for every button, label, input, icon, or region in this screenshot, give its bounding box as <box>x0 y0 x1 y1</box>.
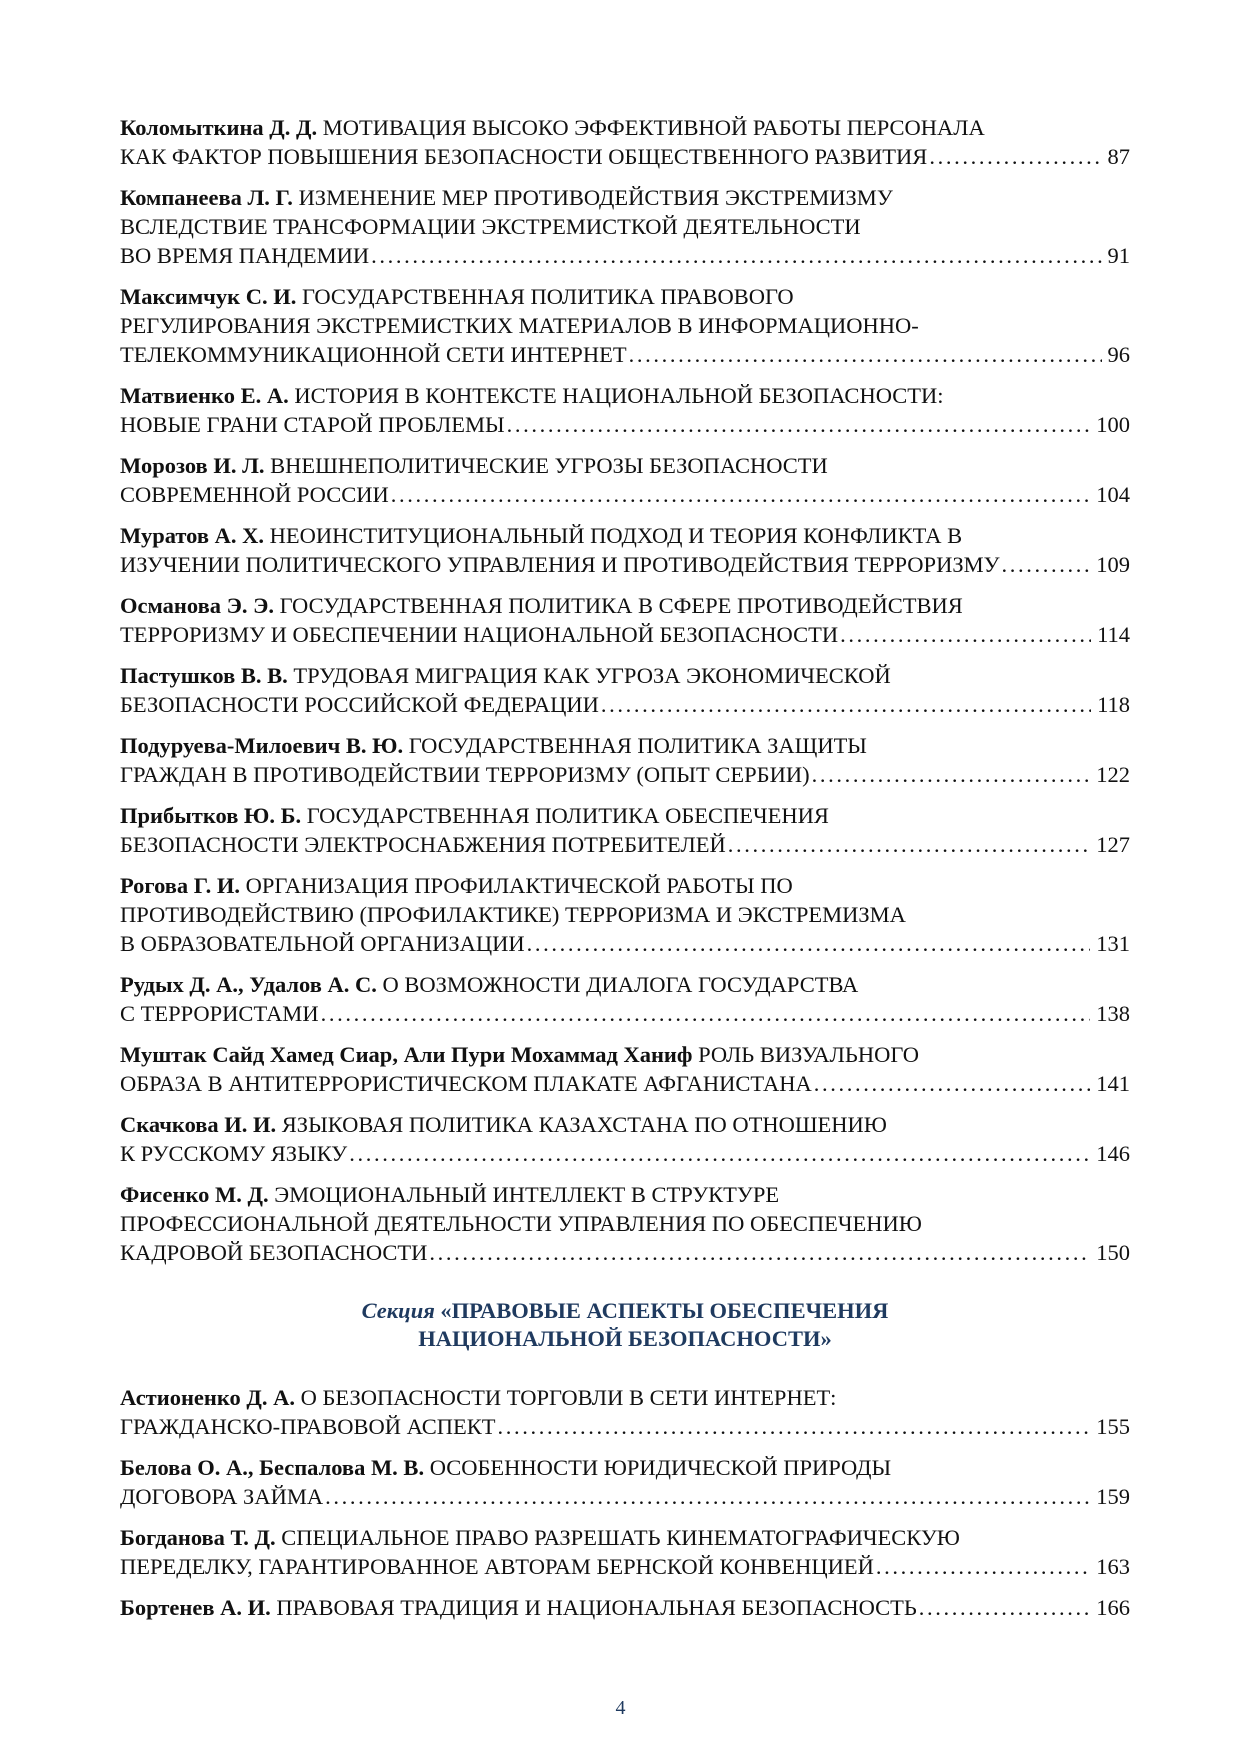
toc-entry-line <box>120 871 1130 900</box>
toc-entry-page: 131 <box>1096 931 1130 956</box>
toc-entry-last-line <box>120 1069 1130 1098</box>
toc-entry-page: 118 <box>1097 692 1130 717</box>
toc-entry-line <box>120 183 1130 212</box>
toc-entry-authors: Матвиенко Е. А. <box>120 383 289 408</box>
toc-entry-title: ГОСУДАРСТВЕННАЯ ПОЛИТИКА ОБЕСПЕЧЕНИЯ <box>306 803 829 828</box>
toc-entry-page: 127 <box>1096 832 1130 857</box>
dot-leader <box>812 760 1091 789</box>
dot-leader <box>919 1593 1090 1622</box>
toc-entry-line <box>120 1383 1130 1412</box>
toc-entry-authors: Пастушков В. В. <box>120 663 288 688</box>
toc-entry-last-line <box>120 620 1130 649</box>
toc-entry-title: ПРАВОВАЯ ТРАДИЦИЯ И НАЦИОНАЛЬНАЯ БЕЗОПАСНОСТЬ <box>276 1595 917 1620</box>
toc-entry-authors: Компанеева Л. Г. <box>120 185 293 210</box>
toc-entry-last-line <box>120 1593 1130 1622</box>
toc-entry-page: 114 <box>1097 622 1130 647</box>
toc-entry-title: ГРАЖДАНСКО-ПРАВОВОЙ АСПЕКТ <box>120 1414 496 1439</box>
toc-entry-line <box>120 1180 1130 1209</box>
toc-entry-title: ВНЕШНЕПОЛИТИЧЕСКИЕ УГРОЗЫ БЕЗОПАСНОСТИ <box>270 453 828 478</box>
toc-entry <box>120 1383 1130 1441</box>
toc-entry-title: ОБРАЗА В АНТИТЕРРОРИСТИЧЕСКОМ ПЛАКАТЕ АФГАНИСТАНА <box>120 1071 812 1096</box>
toc-entry-title: СПЕЦИАЛЬНОЕ ПРАВО РАЗРЕШАТЬ КИНЕМАТОГРАФИЧЕСКУЮ <box>281 1525 960 1550</box>
toc-entry-line <box>120 900 1130 929</box>
section-prefix: Секция <box>361 1298 435 1323</box>
toc-entry-line <box>120 1453 1130 1482</box>
toc-entry <box>120 183 1130 270</box>
toc-entry-line <box>120 1040 1130 1069</box>
toc-entry-title: ТЕЛЕКОММУНИКАЦИОННОЙ СЕТИ ИНТЕРНЕТ <box>120 342 627 367</box>
dot-leader <box>929 142 1101 171</box>
toc-entry <box>120 521 1130 579</box>
toc-entry-page: 122 <box>1096 762 1130 787</box>
toc-entry-page: 146 <box>1096 1141 1130 1166</box>
toc-entry-title: ИСТОРИЯ В КОНТЕКСТЕ НАЦИОНАЛЬНОЙ БЕЗОПАСНОСТИ: <box>294 383 944 408</box>
toc-entry-title: КАК ФАКТОР ПОВЫШЕНИЯ БЕЗОПАСНОСТИ ОБЩЕСТВЕННОГО РАЗВИТИЯ <box>120 144 928 169</box>
section-heading <box>120 1297 1130 1353</box>
toc-entry-page: 100 <box>1096 412 1130 437</box>
toc-entry <box>120 1523 1130 1581</box>
toc-entry-last-line <box>120 1412 1130 1441</box>
toc-entry-title: НОВЫЕ ГРАНИ СТАРОЙ ПРОБЛЕМЫ <box>120 412 505 437</box>
toc-entry-last-line <box>120 142 1130 171</box>
toc-entry <box>120 801 1130 859</box>
toc-entry-authors: Османова Э. Э. <box>120 593 274 618</box>
toc-entry-title: ВО ВРЕМЯ ПАНДЕМИИ <box>120 243 370 268</box>
dot-leader <box>371 241 1101 270</box>
toc-entry-authors: Рогова Г. И. <box>120 873 240 898</box>
toc-entry-title: БЕЗОПАСНОСТИ РОССИЙСКОЙ ФЕДЕРАЦИИ <box>120 692 599 717</box>
dot-leader <box>728 830 1090 859</box>
dot-leader <box>601 690 1091 719</box>
toc-entry-line <box>120 970 1130 999</box>
section-title-line1: «ПРАВОВЫЕ АСПЕКТЫ ОБЕСПЕЧЕНИЯ <box>440 1298 889 1323</box>
toc-entry-page: 150 <box>1096 1240 1130 1265</box>
dot-leader <box>498 1412 1091 1441</box>
toc-entry-last-line <box>120 999 1130 1028</box>
table-of-contents <box>120 113 1130 1634</box>
toc-entry-last-line <box>120 929 1130 958</box>
dot-leader <box>1002 550 1091 579</box>
toc-entry-line <box>120 1209 1130 1238</box>
toc-entry-line <box>120 521 1130 550</box>
toc-entry-title: ТРУДОВАЯ МИГРАЦИЯ КАК УГРОЗА ЭКОНОМИЧЕСКОЙ <box>293 663 891 688</box>
toc-entry-line <box>120 113 1130 142</box>
toc-part-2 <box>120 1383 1130 1622</box>
toc-entry-title: ОРГАНИЗАЦИЯ ПРОФИЛАКТИЧЕСКОЙ РАБОТЫ ПО <box>245 873 793 898</box>
toc-entry-last-line <box>120 1139 1130 1168</box>
toc-entry-title: ПРОФЕССИОНАЛЬНОЙ ДЕЯТЕЛЬНОСТИ УПРАВЛЕНИЯ ПО ОБЕСПЕЧЕНИЮ <box>120 1211 922 1236</box>
toc-entry-line <box>120 1523 1130 1552</box>
dot-leader <box>629 340 1102 369</box>
toc-entry-authors: Морозов И. Л. <box>120 453 265 478</box>
dot-leader <box>429 1238 1090 1267</box>
dot-leader <box>840 620 1091 649</box>
toc-entry-title: БЕЗОПАСНОСТИ ЭЛЕКТРОСНАБЖЕНИЯ ПОТРЕБИТЕЛЕЙ <box>120 832 726 857</box>
toc-entry-title: О ВОЗМОЖНОСТИ ДИАЛОГА ГОСУДАРСТВА <box>382 972 859 997</box>
toc-entry-authors: Белова О. А., Беспалова М. В. <box>120 1455 425 1480</box>
toc-entry-last-line <box>120 550 1130 579</box>
toc-entry <box>120 381 1130 439</box>
toc-entry-line <box>120 282 1130 311</box>
toc-entry-title: ПЕРЕДЕЛКУ, ГАРАНТИРОВАННОЕ АВТОРАМ БЕРНСКОЙ КОНВЕНЦИЕЙ <box>120 1554 874 1579</box>
toc-entry-title: О БЕЗОПАСНОСТИ ТОРГОВЛИ В СЕТИ ИНТЕРНЕТ: <box>300 1385 837 1410</box>
toc-entry-authors: Прибытков Ю. Б. <box>120 803 302 828</box>
toc-entry-title: МОТИВАЦИЯ ВЫСОКО ЭФФЕКТИВНОЙ РАБОТЫ ПЕРСОНАЛА <box>322 115 985 140</box>
toc-entry-last-line <box>120 1552 1130 1581</box>
toc-entry <box>120 591 1130 649</box>
toc-entry-line <box>120 381 1130 410</box>
toc-entry-authors: Коломыткина Д. Д. <box>120 115 318 140</box>
dot-leader <box>325 1482 1090 1511</box>
dot-leader <box>507 410 1091 439</box>
toc-entry <box>120 1593 1130 1622</box>
toc-entry-title: НЕОИНСТИТУЦИОНАЛЬНЫЙ ПОДХОД И ТЕОРИЯ КОНФЛИКТА В <box>269 523 963 548</box>
toc-entry-title: РОЛЬ ВИЗУАЛЬНОГО <box>698 1042 920 1067</box>
toc-entry-title: ИЗМЕНЕНИЕ МЕР ПРОТИВОДЕЙСТВИЯ ЭКСТРЕМИЗМУ <box>298 185 893 210</box>
toc-entry <box>120 113 1130 171</box>
toc-entry-page: 141 <box>1096 1071 1130 1096</box>
toc-entry-title: К РУССКОМУ ЯЗЫКУ <box>120 1141 348 1166</box>
toc-entry-title: ОСОБЕННОСТИ ЮРИДИЧЕСКОЙ ПРИРОДЫ <box>429 1455 892 1480</box>
toc-entry <box>120 282 1130 369</box>
dot-leader <box>876 1552 1090 1581</box>
toc-entry <box>120 451 1130 509</box>
toc-entry-title: ГОСУДАРСТВЕННАЯ ПОЛИТИКА ПРАВОВОГО <box>301 284 794 309</box>
dot-leader <box>321 999 1091 1028</box>
toc-entry-page: 104 <box>1096 482 1130 507</box>
toc-entry-page: 159 <box>1096 1484 1130 1509</box>
toc-entry-authors: Подуруева-Милоевич В. Ю. <box>120 733 404 758</box>
toc-entry-title: ГОСУДАРСТВЕННАЯ ПОЛИТИКА ЗАЩИТЫ <box>408 733 867 758</box>
toc-entry-page: 91 <box>1107 243 1130 268</box>
toc-entry-line <box>120 731 1130 760</box>
toc-entry-last-line <box>120 1238 1130 1267</box>
toc-entry-line <box>120 1110 1130 1139</box>
toc-entry-last-line <box>120 830 1130 859</box>
dot-leader <box>349 1139 1090 1168</box>
toc-entry-authors: Скачкова И. И. <box>120 1112 277 1137</box>
toc-entry-authors: Муратов А. Х. <box>120 523 264 548</box>
toc-entry-title: ЭМОЦИОНАЛЬНЫЙ ИНТЕЛЛЕКТ В СТРУКТУРЕ <box>274 1182 780 1207</box>
toc-entry-title: ТЕРРОРИЗМУ И ОБЕСПЕЧЕНИИ НАЦИОНАЛЬНОЙ БЕЗОПАСНОСТИ <box>120 622 839 647</box>
toc-entry-authors: Рудых Д. А., Удалов А. С. <box>120 972 377 997</box>
toc-entry-page: 163 <box>1096 1554 1130 1579</box>
toc-entry-title: ИЗУЧЕНИИ ПОЛИТИЧЕСКОГО УПРАВЛЕНИЯ И ПРОТИВОДЕЙСТВИЯ ТЕРРОРИЗМУ <box>120 552 1000 577</box>
toc-entry <box>120 661 1130 719</box>
toc-entry-title: РЕГУЛИРОВАНИЯ ЭКСТРЕМИСТКИХ МАТЕРИАЛОВ В ИНФОРМАЦИОННО- <box>120 313 919 338</box>
toc-entry-last-line <box>120 760 1130 789</box>
toc-entry-line <box>120 591 1130 620</box>
dot-leader <box>527 929 1091 958</box>
toc-entry <box>120 1040 1130 1098</box>
toc-entry-line <box>120 311 1130 340</box>
toc-entry-title: ГОСУДАРСТВЕННАЯ ПОЛИТИКА В СФЕРЕ ПРОТИВОДЕЙСТВИЯ <box>279 593 963 618</box>
toc-entry-last-line <box>120 410 1130 439</box>
toc-entry-authors: Астионенко Д. А. <box>120 1385 296 1410</box>
toc-entry-last-line <box>120 1482 1130 1511</box>
toc-entry-page: 166 <box>1096 1595 1130 1620</box>
section-title-line2: НАЦИОНАЛЬНОЙ БЕЗОПАСНОСТИ» <box>418 1326 832 1351</box>
toc-entry-line <box>120 451 1130 480</box>
toc-entry-title: СОВРЕМЕННОЙ РОССИИ <box>120 482 389 507</box>
toc-entry-last-line <box>120 340 1130 369</box>
toc-entry-page: 155 <box>1096 1414 1130 1439</box>
dot-leader <box>814 1069 1091 1098</box>
toc-entry <box>120 1453 1130 1511</box>
toc-entry-title: В ОБРАЗОВАТЕЛЬНОЙ ОРГАНИЗАЦИИ <box>120 931 525 956</box>
toc-entry <box>120 871 1130 958</box>
toc-entry <box>120 731 1130 789</box>
toc-entry-authors: Богданова Т. Д. <box>120 1525 276 1550</box>
toc-entry-line <box>120 661 1130 690</box>
toc-entry-page: 138 <box>1096 1001 1130 1026</box>
toc-entry <box>120 1180 1130 1267</box>
toc-entry-title: ВСЛЕДСТВИЕ ТРАНСФОРМАЦИИ ЭКСТРЕМИСТКОЙ ДЕЯТЕЛЬНОСТИ <box>120 214 861 239</box>
page-number: 4 <box>615 1697 626 1719</box>
toc-entry-title: ПРОТИВОДЕЙСТВИЮ (ПРОФИЛАКТИКЕ) ТЕРРОРИЗМА И ЭКСТРЕМИЗМА <box>120 902 906 927</box>
dot-leader <box>391 480 1091 509</box>
toc-entry-authors: Фисенко М. Д. <box>120 1182 269 1207</box>
toc-entry-line <box>120 212 1130 241</box>
toc-entry-title: КАДРОВОЙ БЕЗОПАСНОСТИ <box>120 1240 428 1265</box>
toc-entry-last-line <box>120 241 1130 270</box>
toc-entry <box>120 1110 1130 1168</box>
toc-part-1 <box>120 113 1130 1267</box>
toc-entry-title: ЯЗЫКОВАЯ ПОЛИТИКА КАЗАХСТАНА ПО ОТНОШЕНИЮ <box>281 1112 887 1137</box>
toc-entry-title: С ТЕРРОРИСТАМИ <box>120 1001 319 1026</box>
toc-entry-authors: Максимчук С. И. <box>120 284 297 309</box>
toc-entry-last-line <box>120 690 1130 719</box>
toc-entry-last-line <box>120 480 1130 509</box>
toc-entry-line <box>120 801 1130 830</box>
toc-entry-title: ДОГОВОРА ЗАЙМА <box>120 1484 324 1509</box>
toc-entry-page: 96 <box>1107 342 1130 367</box>
toc-entry-page: 87 <box>1107 144 1130 169</box>
toc-entry-title: ГРАЖДАН В ПРОТИВОДЕЙСТВИИ ТЕРРОРИЗМУ (ОПЫТ СЕРБИИ) <box>120 762 810 787</box>
toc-entry-authors: Бортенев А. И. <box>120 1595 271 1620</box>
toc-entry <box>120 970 1130 1028</box>
toc-entry-page: 109 <box>1096 552 1130 577</box>
toc-entry-authors: Муштак Сайд Хамед Сиар, Али Пури Мохаммад Ханиф <box>120 1042 693 1067</box>
